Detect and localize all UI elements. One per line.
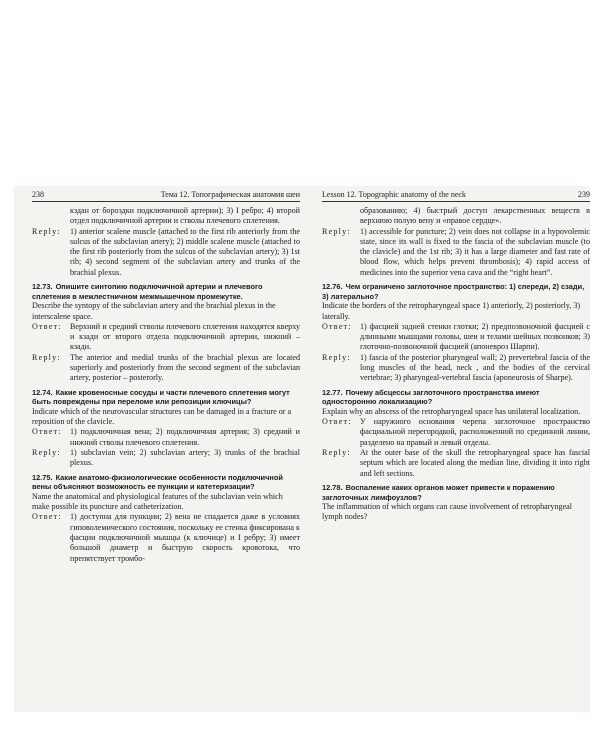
question-number: 12.78. [322,482,343,492]
right-page-number: 239 [578,189,590,199]
question-translation: Describe the syntopy of the subclavian artery and the brachial plexus in the interscalene space. [32,301,276,321]
question-number: 12.76. [322,282,343,292]
question-text: Чем ограничено заглоточное пространство: 1) спереди, 2) сзади, 3) латерально? [322,282,585,301]
answer-text: Верхний и средний стволы плечевого сплетения находятся кверху и кзади от второго отдела подключичной артерии, нижний – кзади. [70,321,300,352]
answer-label: Reply: [32,352,61,362]
answer-block [32,353,300,384]
answer-block [322,227,590,278]
right-page-header [322,189,590,202]
question-translation: The inflammation of which organs can cause involvement of retropharyngeal lymph nodes? [322,502,572,522]
answer-label: Reply: [32,448,61,458]
continued-answer [322,206,590,227]
question-number: 12.73. [32,282,53,292]
question-translation: Indicate which of the neurovascular structures can be damaged in a fracture or a reposition of the clavicle. [32,406,292,427]
answer-text: The anterior and medial trunks of the brachial plexus are located superiorly and posteriorly from the second segment of the subclavian artery, posterior – posterorly. [70,352,300,383]
question-heading [32,473,300,492]
left-page-running-title: Тема 12. Топографическая анатомия шеи [160,189,300,199]
right-page-running-title: Lesson 12. Topographic anatomy of the neck [322,189,466,199]
answer-label: Reply: [322,226,351,236]
question-text: Какие кровеносные сосуды и части плечевого сплетения могут быть повреждены при переломе или репозиции ключицы? [32,387,290,407]
answer-text: 1) доступна для пункции; 2) вена не спадается даже в условиях гиповолемического состояния, поскольку ее стенка фиксирована к фасции подключичной мышцы (к ключице) и I ребру; 3) имеет большой диаметр и быструю скорость кровотока, что препятствует тромбо- [70,512,300,563]
question-heading [322,388,590,407]
question-number: 12.74. [32,387,53,397]
right-page-body [322,206,590,523]
answer-label: Ответ: [32,512,62,522]
answer-block [32,448,300,469]
answer-block [322,448,590,479]
answer-text: 1) фасцией задней стенки глотки; 2) предпозвоночной фасцией с длинными мышцами головы, шеи и телами шейных позвонков; 3) глоточно-позвоночной фасцией (апоневроз Шарпи). [360,321,590,352]
question-heading [322,483,590,502]
answer-text: 1) accessible for puncture; 2) vein does not collapse in a hypovolemic state, since its wall is fixed to the fascia of the subclavian muscle (to the clavicle) and the 1st rib; 3) it has a large diameter and fast rate of blood flow, which helps prevent thrombosis); 4) rapid access of medicines into the superior vena cava and the “right heart”. [360,226,590,277]
answer-block [32,512,300,563]
answer-block [322,322,590,353]
question-heading [32,388,300,407]
question-heading [32,282,300,301]
answer-label [32,206,70,227]
answer-text: 1) subclavian vein; 2) subclavian artery; 3) trunks of the brachial plexus. [70,448,300,468]
question-number: 12.75. [32,472,53,482]
answer-block [32,227,300,278]
left-page-body [32,206,300,564]
answer-text: У наружного основания черепа заглоточное пространство фасциальной перегородкой, расположенной по срединной линии, разделено на правый и левый отделы. [360,417,590,447]
question-text: Почему абсцессы заглоточного пространства имеют односторонню локализацию? [322,387,540,407]
answer-label: Reply: [32,226,61,236]
answer-block [32,427,300,448]
answer-text: 1) fascia of the posterior pharyngeal wall; 2) prevertebral fascia of the long muscles of the head, neck , and the bodies of the cervical vertebrae; 3) pharyngeal-vertebral fascia (aponeurosis of Sharpe). [360,352,590,383]
left-page-header [32,189,300,202]
answer-block [32,322,300,353]
answer-text: 1) anterior scalene muscle (attached to the first rib anteriorly from the sulcus of the subclavian artery); 2) middle scalene muscle (attached to the first rib posteriorly from the sulcus of the subclavian artery); 3) 1st rib; 4) second segment of the subclavian artery and trunks of the brachial plexus. [70,226,300,277]
answer-text: образованию; 4) быстрый доступ лекарственных веществ в верхнюю полую вену и «правое сердце». [360,206,590,226]
left-page [32,186,300,712]
answer-label [322,206,360,227]
answer-text: At the outer base of the skull the retropharyngeal space has fascial septum which are located along the median line, dividing it into right and left sections. [360,448,590,478]
answer-text: 1) подключичная вена; 2) подключичная артерия; 3) средний и нижний стволы плечевого сплетения. [70,427,300,447]
answer-label: Reply: [322,448,351,458]
question-heading [322,282,590,301]
question-text: Опишите синтопию подключичной артерии и плечевого сплетения в межлестничном межмышечном промежутке. [32,282,263,301]
book-spread [14,186,590,712]
answer-label: Ответ: [32,321,62,331]
question-number: 12.77. [322,387,343,397]
answer-label: Reply: [322,352,351,362]
answer-text: кздан от бороздки подключичной артерии); 3) I ребро; 4) второй отдел подключичной артерии и стволы плечевого сплетения. [70,206,300,226]
answer-label: Ответ: [32,427,62,437]
question-translation: Indicate the borders of the retropharyngeal space 1) anteriorly, 2) posteriorly, 3) laterally. [322,301,581,321]
answer-block [322,417,590,448]
question-translation: Name the anatomical and physiological features of the subclavian vein which make possible its puncture and catheterization. [32,491,283,512]
right-page [322,186,590,712]
question-text: Какие анатомо-физиологические особенности подключичной вены объясняют возможность ее пункции и катетеризации? [32,472,283,492]
answer-block [322,353,590,384]
answer-label: Ответ: [322,321,352,331]
left-page-number: 238 [32,189,44,199]
answer-label: Ответ: [322,417,352,427]
question-translation: Explain why an abscess of the retropharyngeal space has unilateral localization. [322,406,581,416]
continued-answer [32,206,300,227]
question-text: Воспаление каких органов может привести к поражению заглоточных лимфоузлов? [322,482,555,502]
